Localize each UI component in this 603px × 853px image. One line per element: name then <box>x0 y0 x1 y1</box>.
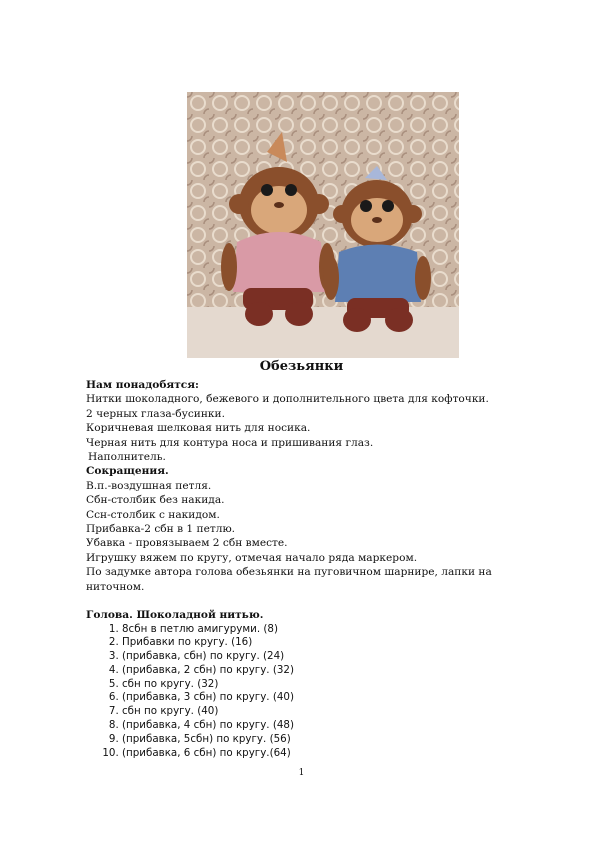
list-item: 10. (прибавка, 6 сбн) по кругу.(64) <box>122 747 526 761</box>
list-item: 1. 8сбн в петлю амигуруми. (8) <box>122 623 526 637</box>
page-title: Обезьянки <box>259 359 344 374</box>
list-item: 8. (прибавка, 4 сбн) по кругу. (48) <box>122 719 526 733</box>
page-number: 1 <box>298 768 305 778</box>
abbreviation-line: Прибавка-2 сбн в 1 петлю. <box>86 523 236 536</box>
materials-line: Коричневая шелковая нить для носика. <box>86 422 311 435</box>
materials-heading: Нам понадобятся: <box>86 379 199 391</box>
abbreviation-line: По задумке автора голова обезьянки на пуговичном шарнире, лапки на ниточном. <box>86 566 492 593</box>
list-item: 9. (прибавка, 5сбн) по кругу. (56) <box>122 733 526 747</box>
list-item: 3. (прибавка, сбн) по кругу. (24) <box>122 650 526 664</box>
monkeys-photo <box>187 92 459 358</box>
materials-line: Нитки шоколадного, бежевого и дополнительного цвета для кофточки. <box>86 393 489 406</box>
abbreviations-heading: Сокращения. <box>86 465 169 478</box>
materials-line: Черная нить для контура носа и пришивания глаз. <box>86 436 374 449</box>
list-item: 7. сбн по кругу. (40) <box>122 705 526 719</box>
body-text <box>86 378 526 760</box>
abbreviation-line: Ссн-столбик с накидом. <box>86 508 220 521</box>
head-steps-list <box>86 623 526 761</box>
list-item: 4. (прибавка, 2 сбн) по кругу. (32) <box>122 664 526 678</box>
list-item: 6. (прибавка, 3 сбн) по кругу. (40) <box>122 691 526 705</box>
list-item: 2. Прибавки по кругу. (16) <box>122 636 526 650</box>
abbreviation-line: Сбн-столбик без накида. <box>86 494 225 507</box>
abbreviation-line: Убавка - провязываем 2 сбн вместе. <box>86 537 288 550</box>
materials-line: Наполнитель. <box>88 451 166 464</box>
monkeys-illustration <box>187 92 459 358</box>
materials-line: 2 черных глаза-бусинки. <box>86 407 225 420</box>
abbreviation-line: Игрушку вяжем по кругу, отмечая начало ряда маркером. <box>86 551 418 564</box>
head-heading: Голова. Шоколадной нитью. <box>86 609 264 622</box>
list-item: 5. сбн по кругу. (32) <box>122 678 526 692</box>
abbreviation-line: В.п.-воздушная петля. <box>86 479 212 492</box>
